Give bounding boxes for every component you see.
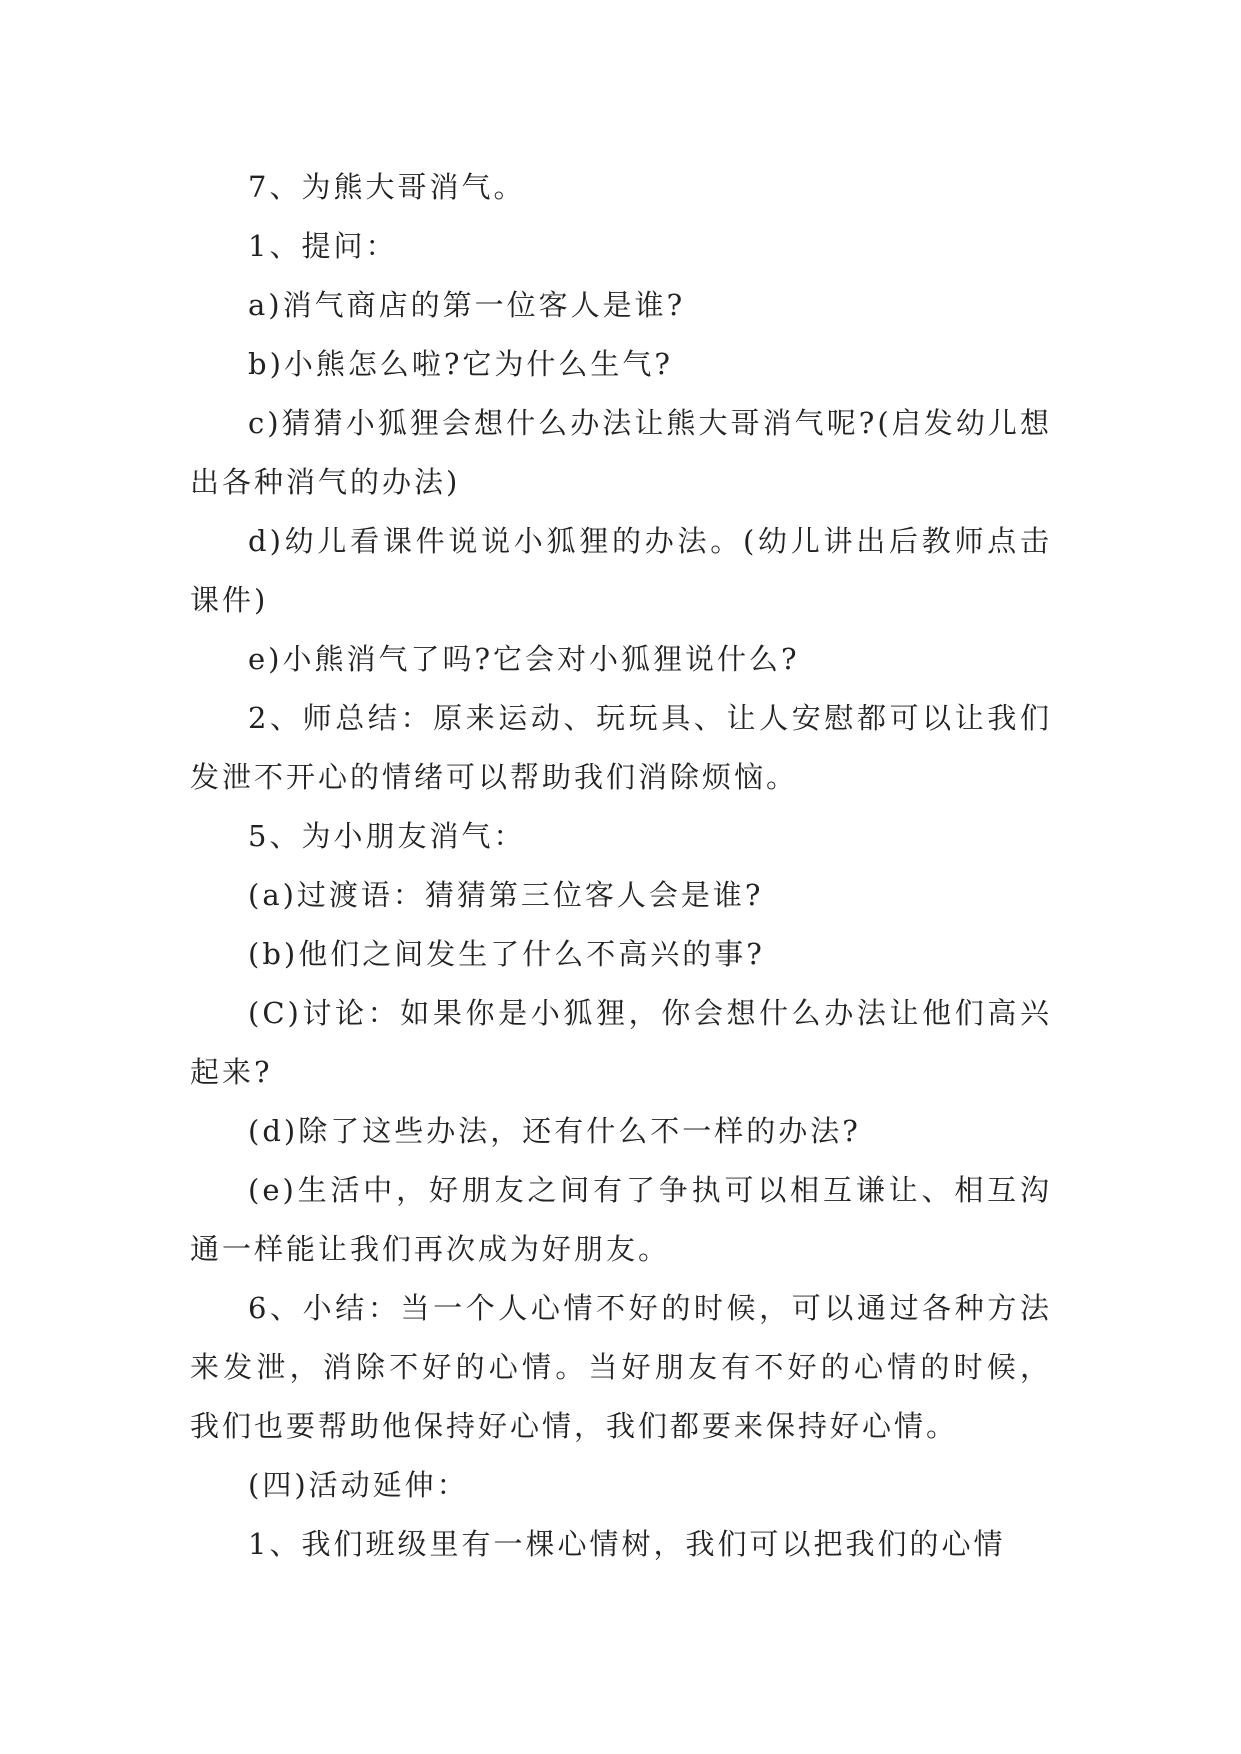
paragraph-question-b: b)小熊怎么啦?它为什么生气?: [248, 347, 673, 381]
paragraph-summary: 6、小结：当一个人心情不好的时候，可以通过各种方法来发泄，消除不好的心情。当好朋友有不好的心情的时候，我们也要帮助他保持好心情，我们都要来保持好心情。: [190, 1291, 1052, 1443]
document-body: [190, 158, 1052, 1574]
paragraph-question-d: d)幼儿看课件说说小狐狸的办法。(幼儿讲出后教师点击课件): [190, 524, 1052, 617]
paragraph-question-e: e)小熊消气了吗?它会对小狐狸说什么?: [248, 642, 800, 676]
paragraph-teacher-summary: 2、师总结：原来运动、玩玩具、让人安慰都可以让我们发泄不开心的情绪可以帮助我们消除烦恼。: [190, 701, 1052, 794]
paragraph-step-7-heading: 7、为熊大哥消气。: [248, 170, 526, 204]
paragraph-question-a: a)消气商店的第一位客人是谁?: [248, 288, 686, 322]
paragraph-question-c: c)猜猜小狐狸会想什么办法让熊大哥消气呢?(启发幼儿想出各种消气的办法): [190, 406, 1052, 499]
paragraph-item-d: (d)除了这些办法，还有什么不一样的办法?: [248, 1114, 861, 1148]
paragraph-step-5-heading: 5、为小朋友消气：: [248, 819, 526, 853]
paragraph-item-e: (e)生活中，好朋友之间有了争执可以相互谦让、相互沟通一样能让我们再次成为好朋友。: [190, 1173, 1052, 1266]
paragraph-extension-1: 1、我们班级里有一棵心情树，我们可以把我们的心情: [248, 1527, 1006, 1561]
paragraph-question-heading: 1、提问：: [248, 229, 398, 263]
paragraph-item-b: (b)他们之间发生了什么不高兴的事?: [248, 937, 765, 971]
paragraph-item-c: (C)讨论：如果你是小狐狸，你会想什么办法让他们高兴起来?: [190, 996, 1052, 1089]
paragraph-item-a: (a)过渡语：猜猜第三位客人会是谁?: [248, 878, 764, 912]
paragraph-extension-heading: (四)活动延伸：: [248, 1468, 469, 1502]
